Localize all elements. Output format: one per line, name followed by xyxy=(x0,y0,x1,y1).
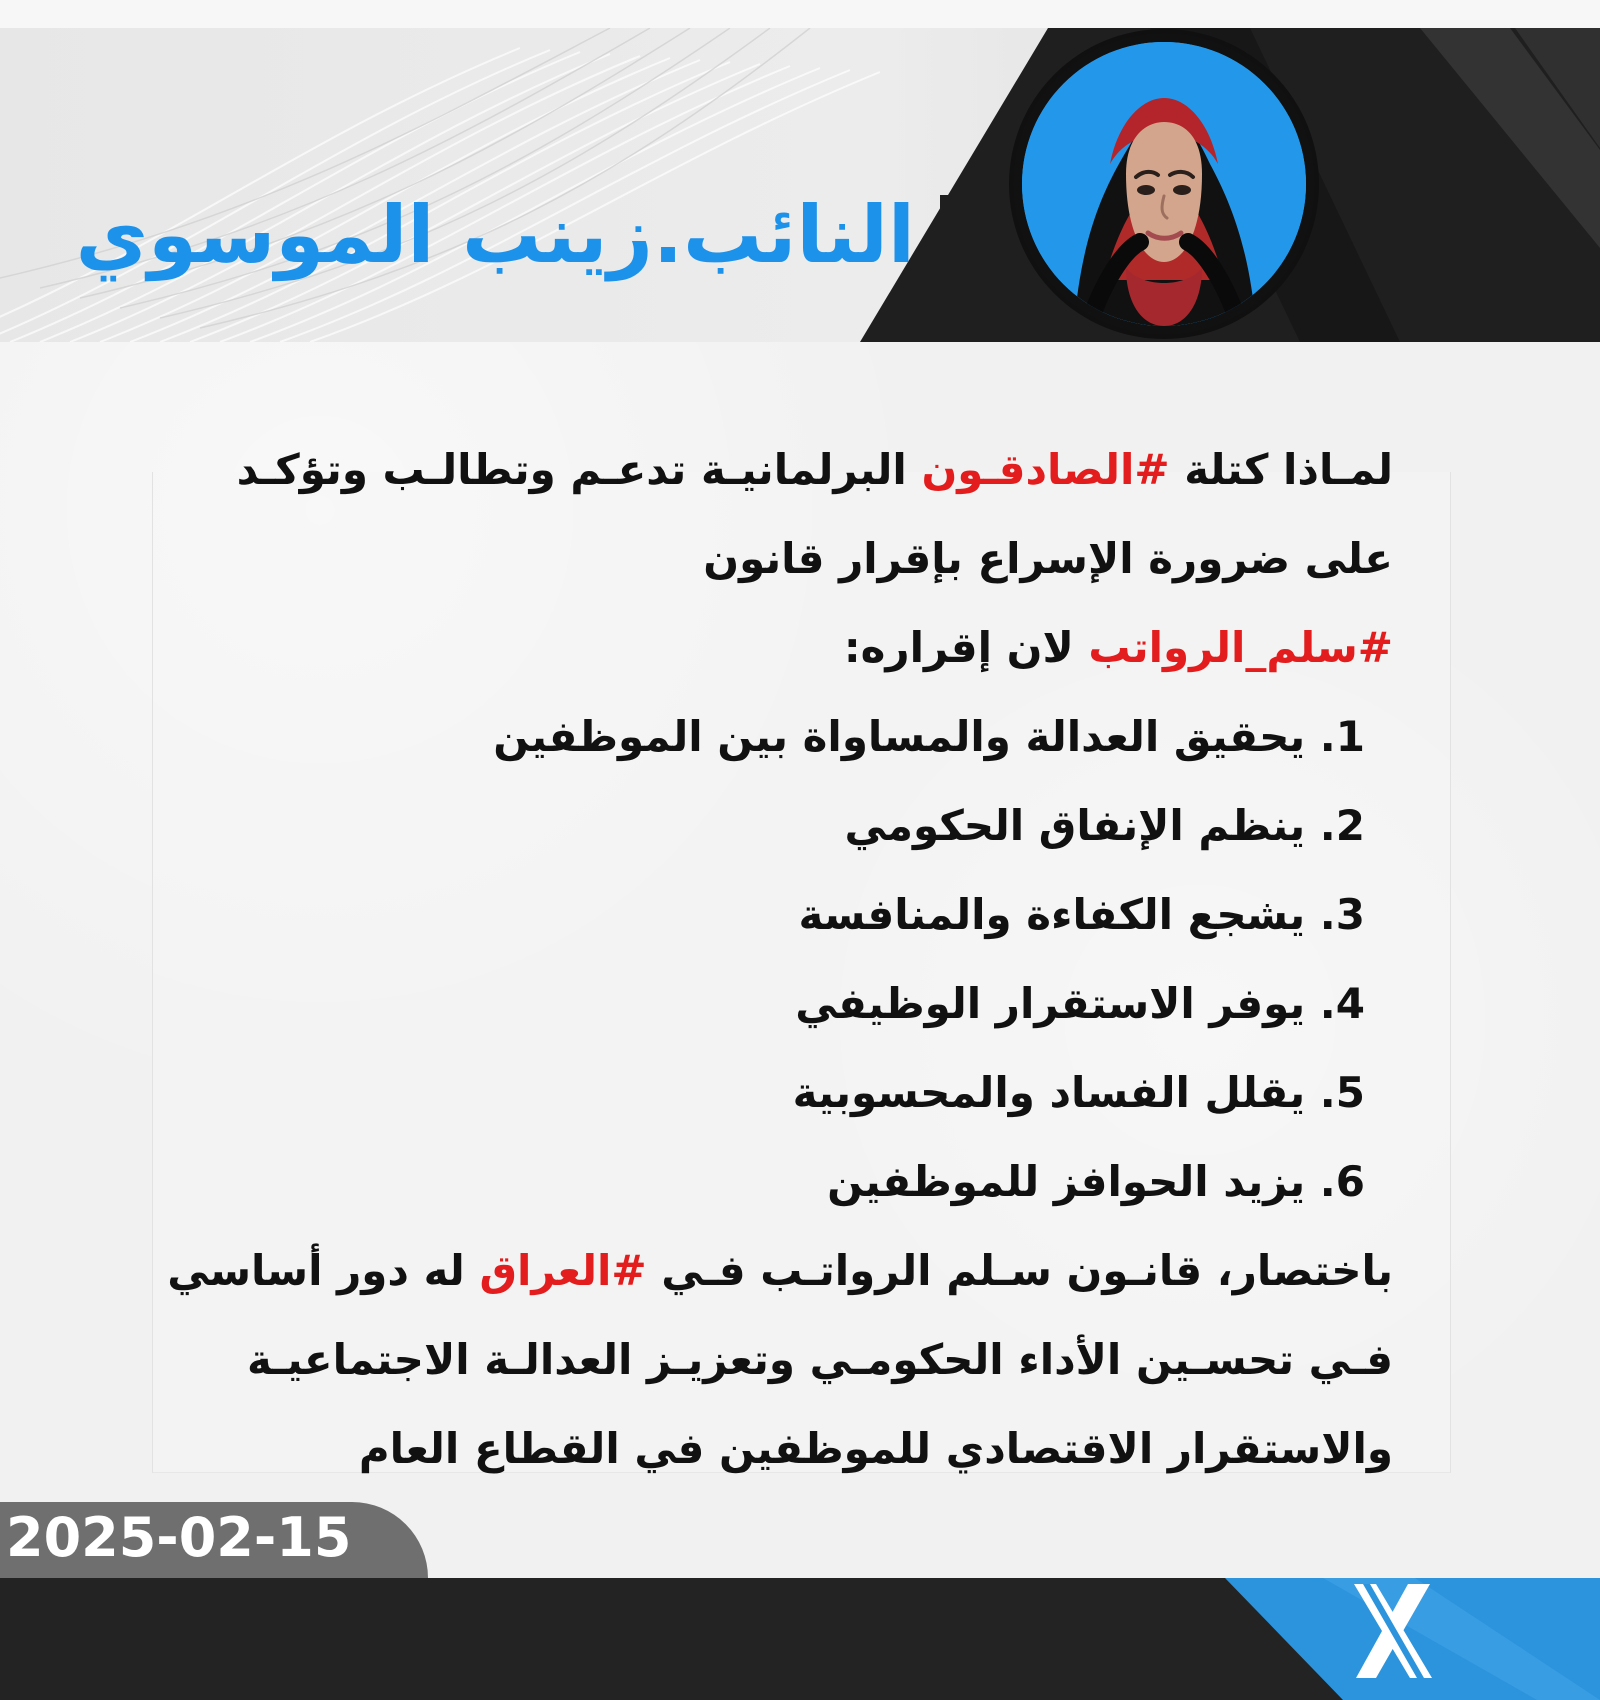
list-item-5 xyxy=(188,1048,1393,1137)
date-badge xyxy=(0,1502,428,1578)
page-title: النائب.زينب الموسوي xyxy=(75,189,915,281)
hashtag-iraq: #العراق xyxy=(479,1246,647,1295)
list-number-6: 6. xyxy=(1319,1157,1365,1206)
list-text-6: يزيد الحوافز للموظفين xyxy=(827,1157,1306,1206)
title-marker xyxy=(940,195,984,239)
list-number-4: 4. xyxy=(1319,979,1365,1028)
top-strip xyxy=(0,0,1600,28)
hashtag-salary-scale: #سلم_الرواتب xyxy=(1088,623,1393,672)
avatar-illustration xyxy=(1022,42,1306,326)
paragraph-line-1-part-1: لمـاذا كتلة xyxy=(1184,445,1393,494)
list-number-3: 3. xyxy=(1319,890,1365,939)
list-text-3: يشجع الكفاءة والمنافسة xyxy=(798,890,1306,939)
list-item-3 xyxy=(188,870,1393,959)
list-number-1: 1. xyxy=(1319,712,1365,761)
list-number-5: 5. xyxy=(1319,1068,1365,1117)
header xyxy=(0,28,1600,342)
summary-line-1-part-1: باختصار، قانـون سـلم الرواتـب فـي xyxy=(661,1246,1393,1295)
paragraph-line-3 xyxy=(188,603,1393,692)
date-text: 2025-02-15 xyxy=(6,1506,352,1569)
list-item-2 xyxy=(188,781,1393,870)
list-number-2: 2. xyxy=(1319,801,1365,850)
list-text-5: يقلل الفساد والمحسوبية xyxy=(792,1068,1306,1117)
x-logo-icon xyxy=(1348,1580,1438,1682)
summary-line-1-part-3: له دور أساسي xyxy=(167,1246,465,1295)
main-text xyxy=(167,425,1393,1493)
summary-line-2: فـي تحسـين الأداء الحكومـي وتعزيـز العدالـة الاجتماعيـة xyxy=(246,1335,1393,1384)
list-text-4: يوفر الاستقرار الوظيفي xyxy=(795,979,1306,1028)
summary-line-3: والاستقرار الاقتصادي للموظفين في القطاع العام xyxy=(358,1424,1393,1473)
list-item-1 xyxy=(188,692,1393,781)
hashtag-sadiqoon: #الصادقـون xyxy=(921,445,1170,494)
portrait-icon xyxy=(1022,42,1306,326)
paragraph-line-1-part-3: البرلمانيـة تدعـم وتطالـب وتؤكـد xyxy=(236,445,907,494)
list-text-1: يحقيق العدالة والمساواة بين الموظفين xyxy=(493,712,1306,761)
list-item-4 xyxy=(188,959,1393,1048)
paragraph-line-1 xyxy=(188,425,1393,514)
summary-line-1 xyxy=(167,1226,1393,1315)
list-text-2: ينظم الإنفاق الحكومي xyxy=(844,801,1306,850)
paragraph-line-3-part-2: لان إقراره: xyxy=(843,623,1074,672)
list-item-6 xyxy=(188,1137,1393,1226)
paragraph-line-2: على ضرورة الإسراع بإقرار قانون xyxy=(703,534,1393,583)
header-dark-shape xyxy=(0,28,1600,342)
avatar xyxy=(1013,33,1315,335)
